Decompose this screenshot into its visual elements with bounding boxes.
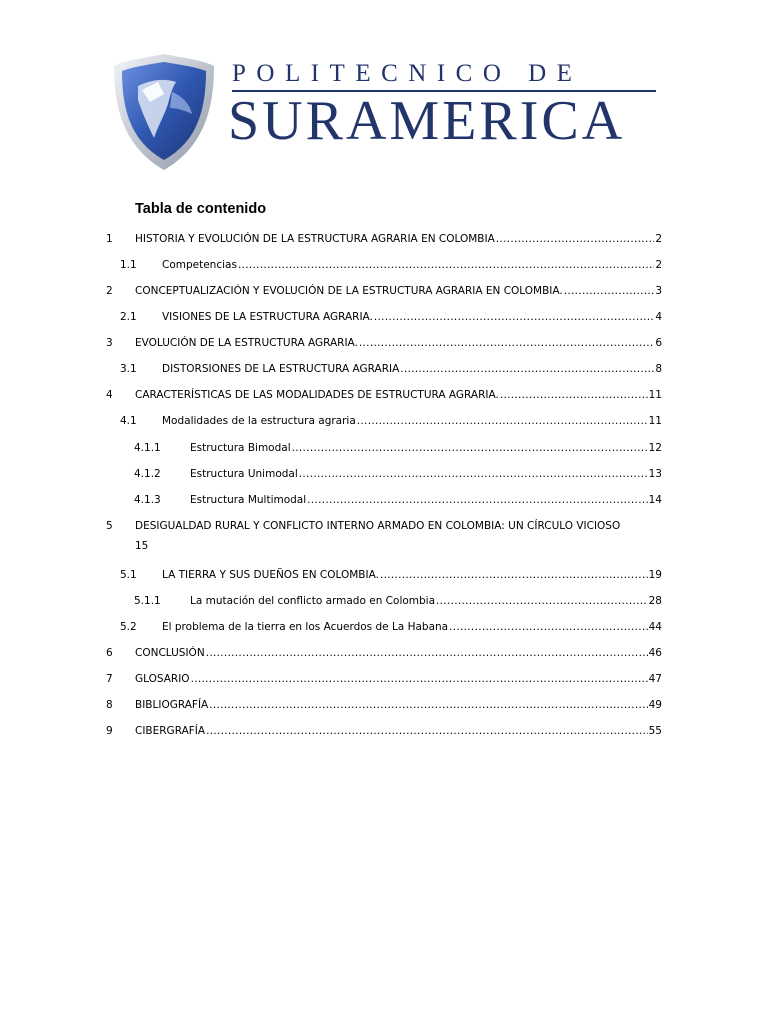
toc-entry-number: 4.1	[120, 415, 137, 427]
toc-entry[interactable]	[134, 464, 662, 484]
toc-entry-page: 55	[648, 725, 662, 737]
toc-leader-dots	[299, 464, 648, 484]
toc-entry-page: 14	[648, 494, 662, 506]
toc-entry-title: HISTORIA Y EVOLUCIÓN DE LA ESTRUCTURA AGRARIA EN COLOMBIA	[135, 233, 495, 245]
toc-entry[interactable]	[120, 617, 662, 637]
toc-leader-dots	[436, 591, 648, 611]
toc-entry-title: La mutación del conflicto armado en Colombia	[190, 595, 436, 607]
toc-entry-page: 11	[648, 389, 662, 401]
toc-entry-title: DESIGUALDAD RURAL Y CONFLICTO INTERNO ARMADO EN COLOMBIA: UN CÍRCULO VICIOSO	[135, 520, 621, 532]
toc-entry-number: 2	[106, 285, 113, 297]
toc-entry-title: DISTORSIONES DE LA ESTRUCTURA AGRARIA	[162, 363, 400, 375]
toc-entry-title: LA TIERRA Y SUS DUEÑOS EN COLOMBIA.	[162, 569, 379, 581]
toc-leader-dots	[292, 438, 648, 458]
toc-entry[interactable]	[134, 591, 662, 611]
toc-entry-page: 46	[648, 647, 662, 659]
shield-emblem-icon	[112, 52, 216, 172]
toc-entry-page: 44	[648, 621, 662, 633]
toc-entry-number: 4.1.1	[134, 442, 161, 454]
toc-leader-dots	[400, 359, 654, 379]
toc-entry-number: 6	[106, 647, 113, 659]
toc-entry-page: 12	[648, 442, 662, 454]
toc-entry-number: 1	[106, 233, 113, 245]
toc-leader-dots	[206, 721, 648, 741]
toc-entry-page: 13	[648, 468, 662, 480]
toc-entry-page: 47	[648, 673, 662, 685]
toc-entry-title: Estructura Unimodal	[190, 468, 298, 480]
brand-name-top: POLITECNICO DE	[232, 60, 583, 87]
toc-entry[interactable]	[120, 307, 662, 327]
toc-entry[interactable]	[106, 333, 662, 353]
toc-entry-number: 3	[106, 337, 113, 349]
toc-entry-title: CONCEPTUALIZACIÓN Y EVOLUCIÓN DE LA ESTRUCTURA AGRARIA EN COLOMBIA.	[135, 285, 563, 297]
toc-entry[interactable]	[120, 255, 662, 275]
brand-name-main: SURAMERICA	[228, 90, 626, 152]
toc-entry-page: 11	[648, 415, 662, 427]
toc-entry-title: Estructura Multimodal	[190, 494, 307, 506]
toc-entry-number: 3.1	[120, 363, 137, 375]
toc-entry-number: 4.1.2	[134, 468, 161, 480]
toc-entry-number: 9	[106, 725, 113, 737]
toc-entry-title: CONCLUSIÓN	[135, 647, 205, 659]
toc-leader-dots	[500, 385, 648, 405]
toc-entry-page: 15	[135, 540, 149, 552]
toc-entry[interactable]	[106, 229, 662, 249]
toc-entry-number: 5.2	[120, 621, 137, 633]
toc-entry-number: 2.1	[120, 311, 137, 323]
toc-entry[interactable]	[106, 669, 662, 689]
toc-entry[interactable]	[106, 385, 662, 405]
toc-entry-number: 4	[106, 389, 113, 401]
toc-leader-dots	[380, 565, 648, 585]
toc-leader-dots	[496, 229, 655, 249]
toc-entry-number: 8	[106, 699, 113, 711]
toc-entry-number: 5.1	[120, 569, 137, 581]
toc-entry-title: Modalidades de la estructura agraria	[162, 415, 356, 427]
toc-leader-dots	[564, 281, 655, 301]
toc-entry-page: 6	[655, 337, 662, 349]
toc-entry-title: CIBERGRAFÍA	[135, 725, 206, 737]
toc-leader-dots	[238, 255, 654, 275]
toc-entry-title: BIBLIOGRAFÍA	[135, 699, 209, 711]
toc-entry[interactable]	[106, 721, 662, 741]
toc-leader-dots	[359, 333, 654, 353]
toc-entry-title: CARACTERÍSTICAS DE LAS MODALIDADES DE ESTRUCTURA AGRARIA.	[135, 389, 499, 401]
toc-entry-number: 4.1.3	[134, 494, 161, 506]
toc-leader-dots	[191, 669, 648, 689]
toc-entry-title: Estructura Bimodal	[190, 442, 291, 454]
toc-entry[interactable]	[106, 281, 662, 301]
toc-entry-page: 4	[655, 311, 662, 323]
toc-entry[interactable]	[134, 490, 662, 510]
toc-entry[interactable]	[106, 516, 662, 556]
toc-entry-page: 19	[648, 569, 662, 581]
toc-entry-number: 7	[106, 673, 113, 685]
institution-logo	[112, 44, 672, 176]
toc-entry-number: 1.1	[120, 259, 137, 271]
toc-entry[interactable]	[106, 695, 662, 715]
toc-leader-dots	[357, 411, 648, 431]
toc-entry[interactable]	[120, 359, 662, 379]
toc-leader-dots	[374, 307, 654, 327]
toc-entry[interactable]	[106, 643, 662, 663]
toc-entry-title: EVOLUCIÓN DE LA ESTRUCTURA AGRARIA.	[135, 337, 358, 349]
toc-leader-dots	[209, 695, 647, 715]
toc-entry-title: Competencias	[162, 259, 237, 271]
toc-leader-dots	[206, 643, 648, 663]
toc-entry-title: GLOSARIO	[135, 673, 190, 685]
toc-entry[interactable]	[134, 438, 662, 458]
toc-leader-dots	[307, 490, 647, 510]
toc-entry-page: 2	[655, 259, 662, 271]
toc-entry-page: 49	[648, 699, 662, 711]
toc-title: Tabla de contenido	[135, 201, 267, 217]
toc-entry-title: El problema de la tierra en los Acuerdos de La Habana	[162, 621, 449, 633]
toc-entry-title: VISIONES DE LA ESTRUCTURA AGRARIA.	[162, 311, 373, 323]
toc-entry-page: 28	[648, 595, 662, 607]
toc-entry[interactable]	[120, 411, 662, 431]
toc-entry-number: 5.1.1	[134, 595, 161, 607]
toc-entry-number: 5	[106, 520, 113, 532]
toc-entry[interactable]	[120, 565, 662, 585]
toc-entry-page: 2	[655, 233, 662, 245]
toc-entry-page: 3	[655, 285, 662, 297]
toc-entry-page: 8	[655, 363, 662, 375]
toc-leader-dots	[449, 617, 648, 637]
